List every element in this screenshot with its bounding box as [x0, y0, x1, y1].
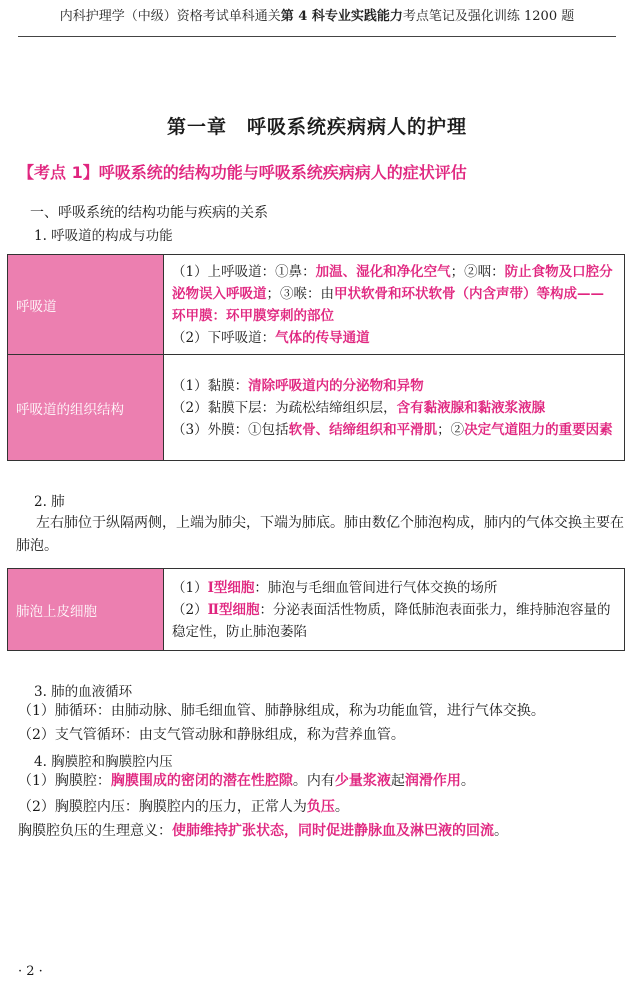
key-text: 软骨、结缔组织和平滑肌 — [288, 421, 438, 438]
key-text: 防止食物及口腔分泌物误入呼吸道 — [172, 263, 613, 302]
table-row — [8, 255, 625, 355]
text: 。 — [460, 773, 475, 789]
key-text: 润滑作用 — [404, 773, 461, 789]
text: （3）外膜：①包括 — [172, 421, 289, 438]
row-label-alveolar-cells: 肺泡上皮细胞 — [8, 569, 164, 651]
content-line — [172, 327, 616, 349]
text: （1）上呼吸道：①鼻： — [172, 263, 316, 280]
header-divider — [18, 36, 616, 37]
key-text: Ⅱ型细胞 — [207, 601, 260, 618]
text: ；②咽： — [450, 263, 505, 280]
header-prefix: 内科护理学（中级）资格考试单科通关 — [59, 9, 281, 24]
content-line — [172, 419, 616, 441]
section-heading: 一、呼吸系统的结构功能与疾病的关系 — [30, 205, 268, 221]
row-label-tissue-structure: 呼吸道的组织结构 — [8, 355, 164, 461]
key-text: 含有黏液腺和黏液浆液腺 — [396, 399, 546, 416]
negative-pressure-significance-line — [18, 820, 508, 843]
key-text: 气体的传导通道 — [275, 329, 370, 346]
key-text: 胸膜围成的密闭的潜在性腔隙 — [110, 773, 293, 789]
chapter-title: 第一章 呼吸系统疾病病人的护理 — [166, 116, 467, 138]
text: ；② — [437, 421, 465, 438]
header-bold: 第 4 科专业实践能力 — [280, 9, 403, 24]
page-number: · 2 · — [18, 964, 43, 979]
row-label-respiratory-tract: 呼吸道 — [8, 255, 164, 355]
subsection-heading-2: 2. 肺 — [34, 494, 65, 510]
text: 。 — [334, 799, 349, 815]
row-content-alveolar-cells — [164, 569, 625, 651]
text: （2）黏膜下层：为疏松结缔组织层， — [172, 399, 397, 416]
pleural-pressure-line — [18, 796, 349, 819]
row-content-respiratory-tract — [164, 255, 625, 355]
text: ；③喉：由 — [266, 285, 334, 302]
text: 。 — [494, 823, 508, 839]
row-content-tissue-structure — [164, 355, 625, 461]
subsection-heading-1: 1. 呼吸道的构成与功能 — [34, 228, 173, 244]
lung-paragraph: 左右肺位于纵隔两侧，上端为肺尖，下端为肺底。肺由数亿个肺泡构成，肺内的气体交换主要在肺泡。 — [16, 515, 624, 554]
running-header — [0, 0, 634, 34]
text: 起 — [390, 773, 405, 789]
text: （2）胸膜腔内压：胸膜腔内的压力，正常人为 — [18, 799, 307, 815]
text: 胸膜腔负压的生理意义： — [18, 823, 172, 839]
text: （1） — [172, 579, 208, 596]
key-text: 使肺维持扩张状态，同时促进静脉血及淋巴液的回流 — [172, 823, 494, 839]
table-row — [8, 355, 625, 461]
key-text: 少量浆液 — [334, 773, 391, 789]
alveolar-cell-table — [7, 568, 625, 651]
key-text: 清除呼吸道内的分泌物和异物 — [248, 377, 424, 394]
subsection-heading-3: 3. 肺的血液循环 — [34, 684, 133, 700]
pleural-cavity-line — [18, 770, 475, 793]
pulmonary-circulation-line: （1）肺循环：由肺动脉、肺毛细血管、肺静脉组成，称为功能血管，进行气体交换。 — [18, 703, 545, 719]
text: （1）黏膜： — [172, 377, 249, 394]
text: （2） — [172, 601, 208, 618]
key-text: 甲状软骨和环状软骨（内含声带）等构成——环甲膜：环甲膜穿刺的部位 — [172, 285, 604, 324]
text: （2）下呼吸道： — [172, 329, 276, 346]
subsection-heading-4: 4. 胸膜腔和胸膜腔内压 — [34, 754, 173, 770]
table-row — [8, 569, 625, 651]
content-line — [172, 599, 616, 643]
key-text: 加温、湿化和净化空气 — [315, 263, 451, 280]
key-text: Ⅰ型细胞 — [207, 579, 255, 596]
respiratory-tract-table — [7, 254, 625, 461]
text: 。内有 — [292, 773, 335, 789]
content-line — [172, 397, 616, 419]
point-title: 【考点 1】呼吸系统的结构功能与呼吸系统疾病病人的症状评估 — [18, 163, 467, 182]
content-line — [172, 375, 616, 397]
content-line — [172, 577, 616, 599]
key-text: 决定气道阻力的重要因素 — [464, 421, 613, 438]
text: ：肺泡与毛细血管间进行气体交换的场所 — [254, 579, 498, 596]
text: ：分泌表面活性物质，降低肺泡表面张力，维持肺泡容量的稳定性，防止肺泡萎陷 — [172, 601, 611, 640]
text: （1）胸膜腔： — [18, 773, 111, 789]
key-text: 负压 — [306, 799, 335, 815]
content-line — [172, 261, 616, 327]
header-suffix: 考点笔记及强化训练 1200 题 — [402, 9, 575, 24]
bronchial-circulation-line: （2）支气管循环：由支气管动脉和静脉组成，称为营养血管。 — [18, 727, 405, 743]
